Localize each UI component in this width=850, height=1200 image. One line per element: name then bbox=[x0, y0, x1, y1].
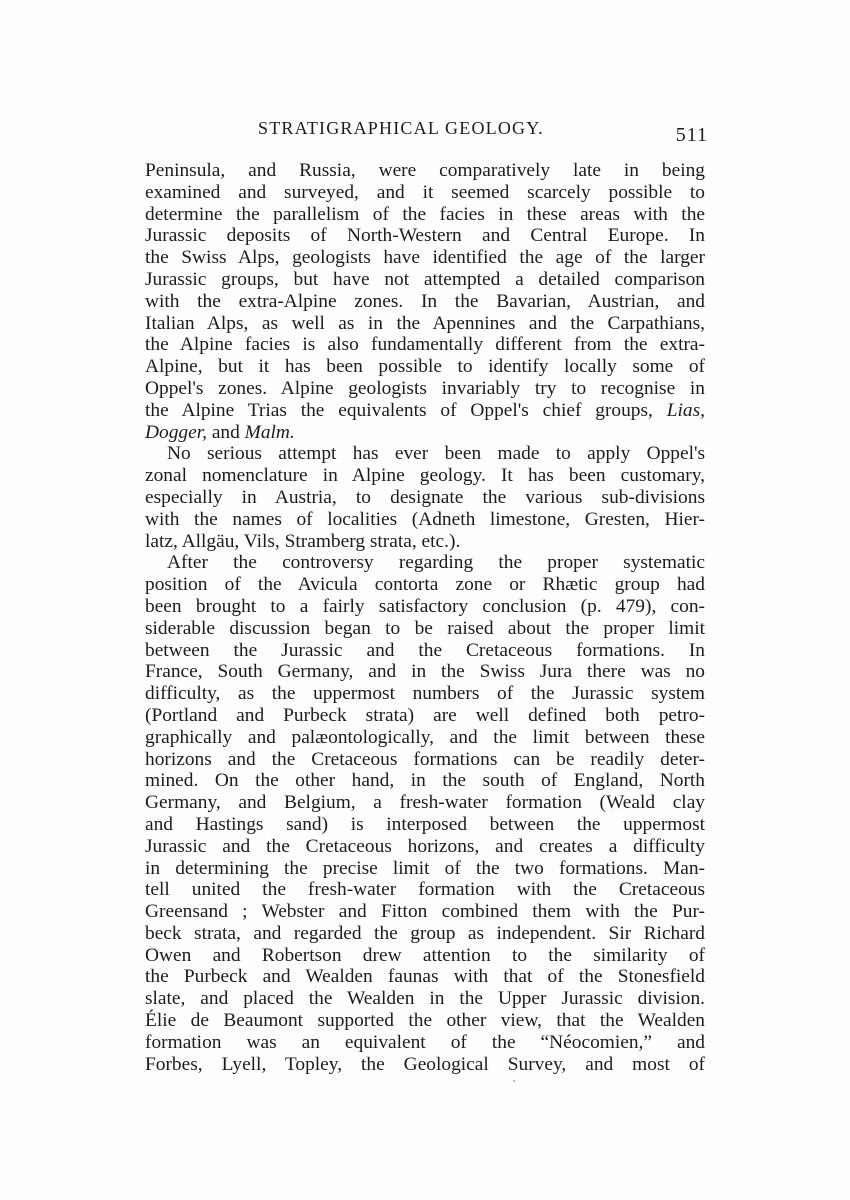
text-line: position of the Avicula contorta zone or Rhætic group had bbox=[145, 574, 705, 596]
text-line: Jurassic and the Cretaceous horizons, and creates a difficulty bbox=[145, 835, 705, 857]
line-text: the Alpine Trias the equivalents of Oppel's chief groups, bbox=[145, 399, 653, 421]
text-line: horizons and the Cretaceous formations can be readily deter- bbox=[145, 748, 705, 770]
running-head bbox=[148, 118, 708, 148]
text-line: examined and surveyed, and it seemed scarcely possible to bbox=[145, 181, 705, 203]
text-line: graphically and palæontologically, and the limit between these bbox=[145, 726, 705, 748]
print-speck bbox=[513, 1080, 515, 1082]
text-line: Élie de Beaumont supported the other view, that the Wealden bbox=[145, 1010, 705, 1032]
text-line: Jurassic groups, but have not attempted a detailed comparison bbox=[145, 268, 705, 290]
text-line: latz, Allgäu, Vils, Stramberg strata, etc.). bbox=[145, 530, 461, 552]
text-line: slate, and placed the Wealden in the Upper Jurassic division. bbox=[145, 988, 705, 1010]
text-line: Forbes, Lyell, Topley, the Geological Survey, and most of bbox=[145, 1053, 705, 1075]
text-line: determine the parallelism of the facies in these areas with the bbox=[145, 203, 705, 225]
text-line: zonal nomenclature in Alpine geology. It has been customary, bbox=[145, 465, 705, 487]
text-line: Owen and Robertson drew attention to the similarity of bbox=[145, 944, 705, 966]
text-line: formation was an equivalent of the “Néocomien,” and bbox=[145, 1031, 705, 1053]
italic-term-dogger: Dogger, bbox=[145, 421, 207, 443]
text-line: Jurassic deposits of North-Western and Central Europe. In bbox=[145, 225, 705, 247]
text-line: Germany, and Belgium, a fresh-water formation (Weald clay bbox=[145, 792, 705, 814]
text-line: tell united the fresh-water formation with the Cretaceous bbox=[145, 879, 705, 901]
text-line: the Alpine facies is also fundamentally different from the extra- bbox=[145, 334, 705, 356]
text-line-with-italic bbox=[145, 422, 705, 444]
text-line: No serious attempt has ever been made to apply Oppel's bbox=[167, 443, 705, 465]
text-line: with the extra-Alpine zones. In the Bavarian, Austrian, and bbox=[145, 290, 705, 312]
connective-word: and bbox=[211, 421, 240, 443]
text-line: beck strata, and regarded the group as independent. Sir Richard bbox=[145, 922, 705, 944]
text-line: siderable discussion began to be raised about the proper limit bbox=[145, 617, 705, 639]
text-line: mined. On the other hand, in the south of England, North bbox=[145, 770, 705, 792]
text-line: been brought to a fairly satisfactory conclusion (p. 479), con- bbox=[145, 595, 705, 617]
italic-term-lias: Lias, bbox=[666, 399, 705, 421]
text-line: especially in Austria, to designate the various sub-divisions bbox=[145, 486, 705, 508]
text-line: the Swiss Alps, geologists have identified the age of the larger bbox=[145, 247, 705, 269]
text-line: with the names of localities (Adneth limestone, Gresten, Hier- bbox=[145, 508, 705, 530]
text-line: difficulty, as the uppermost numbers of the Jurassic system bbox=[145, 683, 705, 705]
text-line: between the Jurassic and the Cretaceous formations. In bbox=[145, 639, 705, 661]
page-number: 511 bbox=[675, 124, 708, 146]
text-line-with-italic bbox=[145, 400, 705, 422]
text-line: France, South Germany, and in the Swiss Jura there was no bbox=[145, 661, 705, 683]
text-line: After the controversy regarding the proper systematic bbox=[167, 552, 705, 574]
text-line: Oppel's zones. Alpine geologists invariably try to recognise in bbox=[145, 377, 705, 399]
text-line: in determining the precise limit of the two formations. Man- bbox=[145, 857, 705, 879]
italic-term-malm: Malm. bbox=[244, 421, 295, 443]
text-line: Peninsula, and Russia, were comparatively late in being bbox=[145, 160, 705, 181]
text-line: and Hastings sand) is interposed between the uppermost bbox=[145, 813, 705, 835]
body-text bbox=[145, 160, 705, 1075]
text-line: Alpine, but it has been possible to identify locally some of bbox=[145, 356, 705, 378]
text-line: the Purbeck and Wealden faunas with that of the Stonesfield bbox=[145, 966, 705, 988]
text-line: Italian Alps, as well as in the Apennines and the Carpathians, bbox=[145, 312, 705, 334]
text-line: (Portland and Purbeck strata) are well defined both petro- bbox=[145, 704, 705, 726]
running-title: STRATIGRAPHICAL GEOLOGY. bbox=[258, 118, 544, 138]
text-line: Greensand ; Webster and Fitton combined them with the Pur- bbox=[145, 901, 705, 923]
